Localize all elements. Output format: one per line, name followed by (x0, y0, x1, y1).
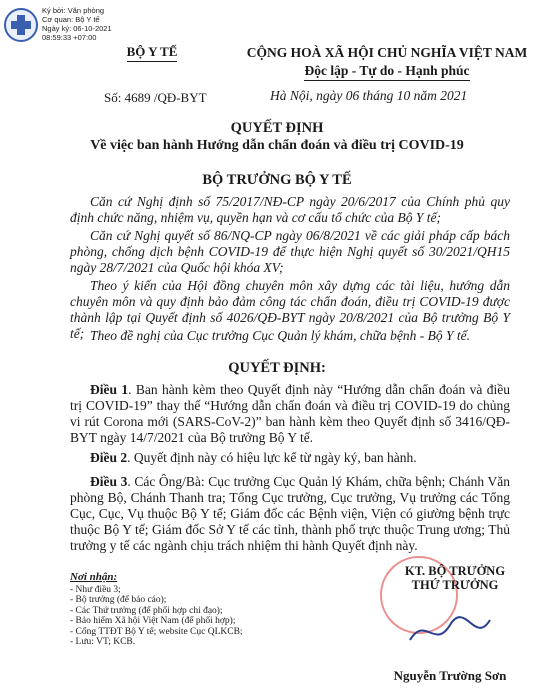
recipients-block (70, 572, 243, 648)
ministry-seal-icon (4, 8, 38, 42)
preamble-item: Theo ý kiến của Hội đồng chuyên môn xây dựng các tài liệu, hướng dẫn chuyên môn và quy định bảo đảm công tác chẩn đoán, điều trị COVID-19 được thành lập tại Quyết định số 4026/QĐ-BYT ngày 20/8/2021 của Bộ trưởng Bộ Y tế; (70, 278, 510, 341)
article-2 (70, 450, 510, 466)
article-text: . Ban hành kèm theo Quyết định này “Hướng dẫn chẩn đoán và điều trị COVID-19” thay thế “Hướng dẫn chẩn đoán và điều trị COVID-19 do chủng vi rút Corona mới (SARS-CoV-2)” ban hành kèm theo Quyết định số 3416/QĐ-BYT ngày 14/7/2021 của Bộ trưởng Bộ Y tế. (70, 382, 510, 445)
signature-agency: Cơ quan: Bộ Y tế (42, 15, 100, 24)
document-subject: Về việc ban hành Hướng dẫn chẩn đoán và điều trị COVID-19 (90, 138, 464, 153)
ministry-header (92, 44, 212, 62)
article-3 (70, 474, 510, 554)
preamble-item: Căn cứ Nghị định số 75/2017/NĐ-CP ngày 20/6/2017 của Chính phủ quy định chức năng, nhiệm vụ, quyền hạn và cơ cấu tổ chức của Bộ Y tế; (70, 194, 510, 225)
place-date: Hà Nội, ngày 06 tháng 10 năm 2021 (270, 88, 468, 103)
preamble-item: Căn cứ Nghị quyết số 86/NQ-CP ngày 06/8/2021 về các giải pháp cấp bách phòng, chống dịch bệnh COVID-19 để thực hiện Nghị quyết số 30/2021/QH15 ngày 28/7/2021 của Quốc hội khóa XV; (70, 228, 510, 275)
preamble-item: Theo đề nghị của Cục trưởng Cục Quản lý khám, chữa bệnh - Bộ Y tế. (90, 328, 470, 343)
signer-title (390, 564, 520, 592)
recipient-item: - Bảo hiểm Xã hội Việt Nam (để phối hợp); (70, 616, 236, 626)
recipient-item: - Lưu: VT; KCB. (70, 637, 136, 647)
ministry-name: BỘ Y TẾ (127, 44, 178, 62)
signature-date: Ngày ký: 06-10-2021 (42, 24, 112, 33)
country-name: CỘNG HOÀ XÃ HỘI CHỦ NGHĨA VIỆT NAM (246, 45, 528, 60)
recipients-heading: Nơi nhận: (70, 571, 118, 583)
signer-name: Nguyễn Trường Sơn (393, 668, 507, 683)
handwritten-signature (405, 610, 495, 654)
national-header (222, 44, 552, 81)
recipient-item: - Cổng TTĐT Bộ Y tế; website Cục QLKCB; (70, 626, 243, 637)
article-label: Điều 1 (90, 382, 129, 397)
decision-heading: QUYẾT ĐỊNH: (228, 360, 326, 376)
article-label: Điều 2 (90, 450, 128, 465)
article-text: . Quyết định này có hiệu lực kể từ ngày ký, ban hành. (127, 450, 417, 465)
article-text: . Các Ông/Bà: Cục trưởng Cục Quản lý Khám, chữa bệnh; Chánh Văn phòng Bộ, Chánh Thanh tra; Tổng Cục trưởng, Cục trưởng, Vụ trưởng các Tổng Cục, Cục, Vụ thuộc Bộ Y tế; Giám đốc các Bệnh viện, Viện có giường bệnh trực thuộc Bộ Y tế; Giám đốc Sở Y tế các tỉnh, thành phố trực thuộc Trung ương; Thủ trưởng y tế các ngành chịu trách nhiệm thi hành Quyết định này. (70, 474, 511, 553)
article-label: Điều 3 (90, 474, 128, 489)
signer-title-line-2: THỨ TRƯỞNG (411, 578, 499, 592)
national-motto: Độc lập - Tự do - Hạnh phúc (304, 62, 469, 81)
signature-time: 08:59:33 +07:00 (42, 33, 97, 42)
recipient-item: - Như điều 3; (70, 584, 121, 595)
issuing-authority: BỘ TRƯỞNG BỘ Y TẾ (202, 172, 352, 188)
signature-signer: Ký bởi: Văn phòng (42, 6, 105, 15)
document-number: Số: 4689 /QĐ-BYT (104, 90, 207, 105)
signer-title-line-1: KT. BỘ TRƯỞNG (404, 564, 506, 578)
recipient-item: - Các Thứ trưởng (để phối hợp chỉ đạo); (70, 605, 223, 616)
document-type: QUYẾT ĐỊNH (230, 120, 324, 136)
recipient-item: - Bộ trưởng (để báo cáo); (70, 595, 167, 605)
article-1 (70, 382, 510, 446)
